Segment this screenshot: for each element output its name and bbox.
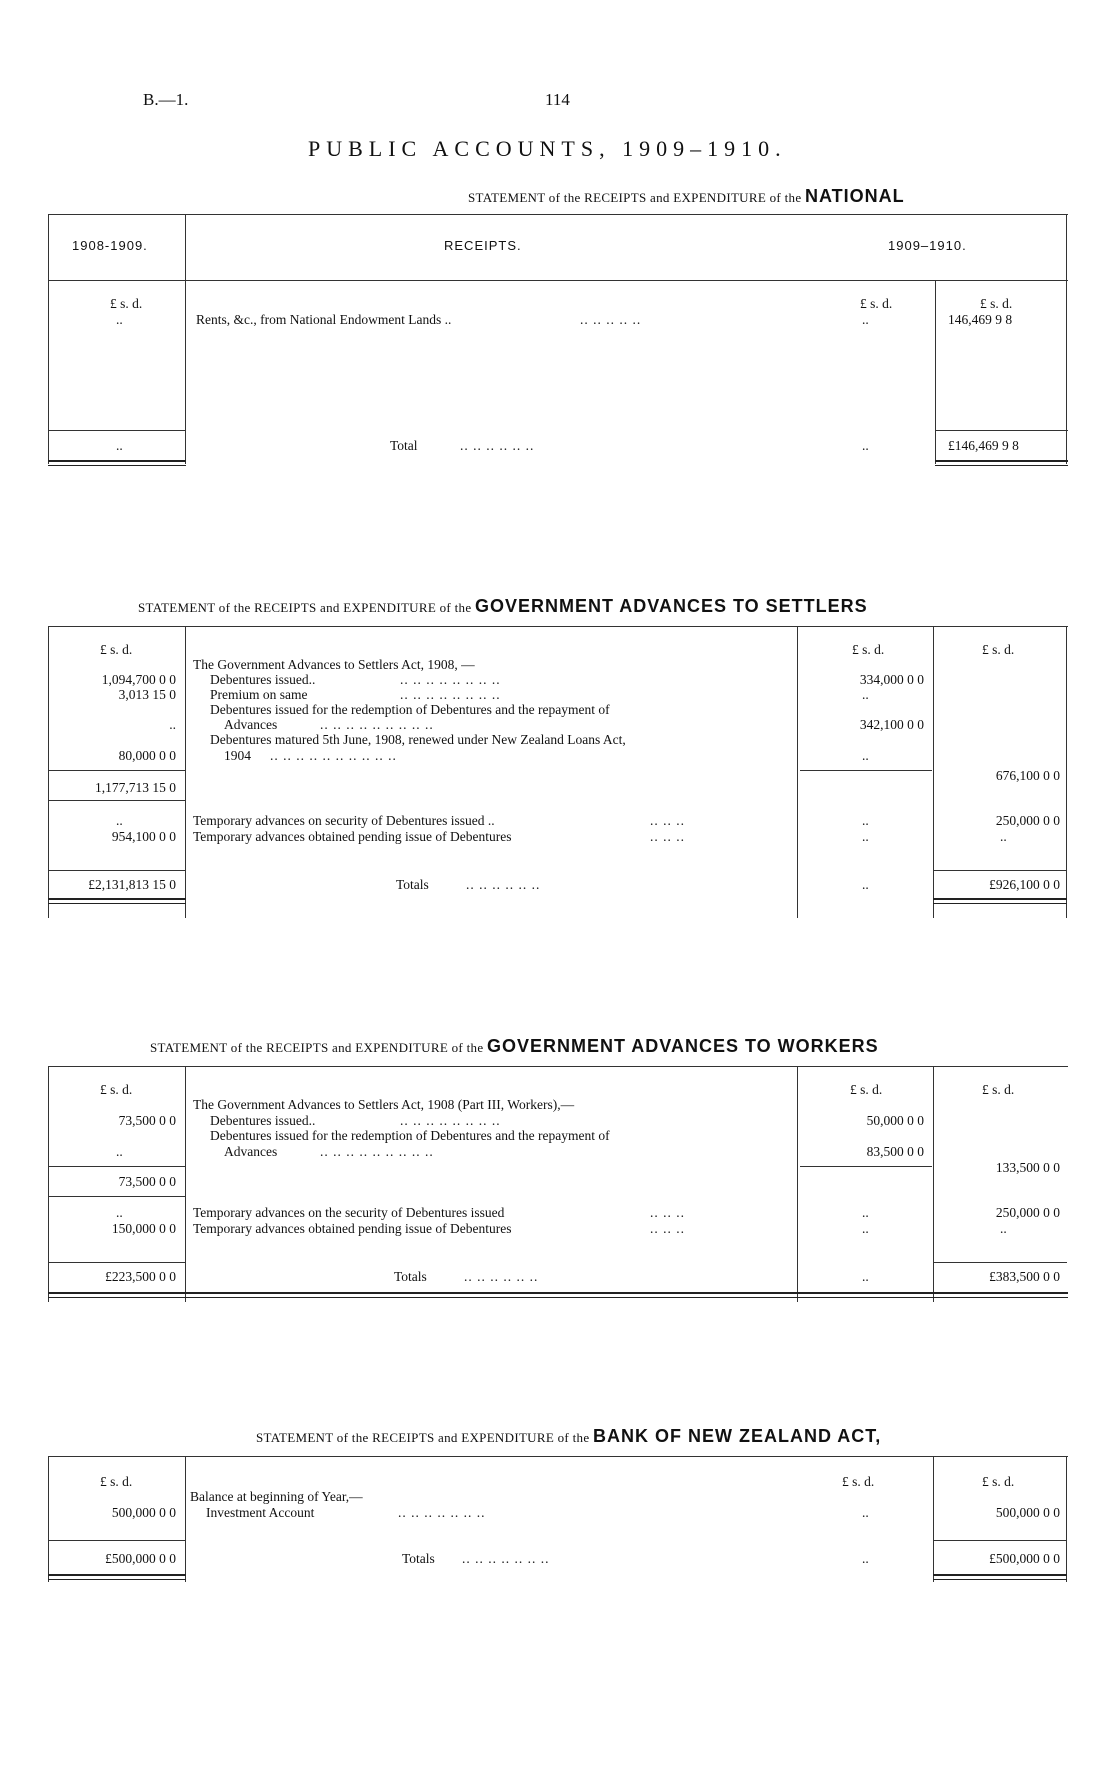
total-label: Totals [394,1269,427,1284]
col-receipts: RECEIPTS. [444,238,522,253]
total-right: £926,100 0 0 [989,877,1060,892]
lsd-header: £ s. d. [100,642,133,657]
total-left: £223,500 0 0 [105,1269,176,1284]
temp-inner: .. [862,813,869,828]
act-label: The Government Advances to Settlers Act, 1908 (Part III, Workers),— [193,1097,575,1112]
balance-label: Balance at beginning of Year,— [190,1489,363,1504]
investment-right: 500,000 0 0 [995,1505,1060,1520]
statement-prefix: STATEMENT of the RECEIPTS and EXPENDITURE of the [150,1040,484,1055]
bank-statement-heading [256,1426,881,1447]
statement-prefix: STATEMENT of the RECEIPTS and EXPENDITURE of the [468,190,802,205]
row-label: Premium on same [210,687,308,702]
temp-right: .. [1000,1221,1007,1236]
total-amount: £146,469 9 8 [948,438,1019,453]
temp-label: Temporary advances obtained pending issue of Debentures [193,1221,512,1236]
row-label: Debentures issued.. [210,672,316,687]
rent-amount: 146,469 9 8 [948,312,1013,327]
total-right: £500,000 0 0 [989,1551,1060,1566]
lsd-header-right: £ s. d. [980,296,1013,311]
statement-prefix: STATEMENT of the RECEIPTS and EXPENDITURE of the [138,600,472,615]
bank-heading-bold: BANK OF NEW ZEALAND ACT, [592,1426,882,1446]
rent-label: Rents, &c., from National Endowment Lands .. [196,312,452,327]
rent-inner: .. [862,312,869,327]
investment-inner: .. [862,1505,869,1520]
row-label-cont: Advances [224,717,278,732]
row-label: Debentures issued for the redemption of Debentures and the repayment of [210,702,610,717]
prev-amount: .. [116,312,123,327]
total-label: Totals [396,877,429,892]
row-label-cont: 1904 [224,748,251,763]
row-inner-amount: 83,500 0 0 [866,1144,924,1159]
act-label: The Government Advances to Settlers Act, 1908, — [193,657,475,672]
subtotal-left: 1,177,713 15 0 [95,780,176,795]
row-inner-amount: .. [862,687,869,702]
row-inner-amount: 50,000 0 0 [866,1113,924,1128]
row-label: Debentures matured 5th June, 1908, renewed under New Zealand Loans Act, [210,732,626,747]
row-left-amount: 73,500 0 0 [118,1113,176,1128]
col-1908-1909: 1908-1909. [72,238,148,253]
subtotal-right: 676,100 0 0 [995,768,1060,783]
lsd-header-right: £ s. d. [982,642,1015,657]
row-left-amount: 3,013 15 0 [118,687,176,702]
row-label: Debentures issued.. [210,1113,316,1128]
settlers-statement-heading [138,596,868,617]
lsd-header-inner: £ s. d. [842,1474,875,1489]
temp-label: Temporary advances on the security of Debentures issued [193,1205,505,1220]
national-statement-heading [468,186,905,207]
total-left: £2,131,813 15 0 [88,877,176,892]
subtotal-left: 73,500 0 0 [118,1174,176,1189]
temp-right: .. [1000,829,1007,844]
row-inner-amount: 334,000 0 0 [859,672,924,687]
total-inner: .. [862,1269,869,1284]
workers-statement-heading [150,1036,879,1057]
lsd-header-right: £ s. d. [982,1082,1015,1097]
lsd-header-inner: £ s. d. [860,296,893,311]
row-left-amount: 80,000 0 0 [118,748,176,763]
temp-inner: .. [862,829,869,844]
temp-inner: .. [862,1221,869,1236]
row-inner-amount: 342,100 0 0 [859,717,924,732]
lsd-header: £ s. d. [100,1474,133,1489]
page-number: 114 [545,90,570,109]
temp-right: 250,000 0 0 [995,813,1060,828]
page-title: PUBLIC ACCOUNTS, 1909–1910. [308,136,787,161]
row-left-amount: .. [116,1144,123,1159]
row-label-cont: Advances [224,1144,278,1159]
lsd-header-right: £ s. d. [982,1474,1015,1489]
row-left-amount: .. [169,717,176,732]
total-label: Totals [402,1551,435,1566]
total-inner: .. [862,1551,869,1566]
temp-left: .. [116,1205,123,1220]
investment-left: 500,000 0 0 [111,1505,176,1520]
temp-left: 954,100 0 0 [111,829,176,844]
investment-label: Investment Account [206,1505,315,1520]
subtotal-right: 133,500 0 0 [995,1160,1060,1175]
statement-prefix: STATEMENT of the RECEIPTS and EXPENDITURE of the [256,1430,590,1445]
lsd-header-inner: £ s. d. [850,1082,883,1097]
total-right: £383,500 0 0 [989,1269,1060,1284]
total-label: Total [390,438,418,453]
settlers-heading-bold: GOVERNMENT ADVANCES TO SETTLERS [474,596,868,616]
temp-left: 150,000 0 0 [111,1221,176,1236]
workers-heading-bold: GOVERNMENT ADVANCES TO WORKERS [486,1036,879,1056]
temp-right: 250,000 0 0 [995,1205,1060,1220]
page-reference: B.—1. [143,90,189,109]
temp-label: Temporary advances on security of Debentures issued .. [193,813,495,828]
row-left-amount: 1,094,700 0 0 [101,672,176,687]
lsd-header: £ s. d. [100,1082,133,1097]
national-heading-bold: NATIONAL [804,186,905,206]
temp-label: Temporary advances obtained pending issue of Debentures [193,829,512,844]
row-label: Debentures issued for the redemption of Debentures and the repayment of [210,1128,610,1143]
total-prev: .. [116,438,123,453]
col-1909-1910: 1909–1910. [888,238,967,253]
total-inner: .. [862,877,869,892]
total-left: £500,000 0 0 [105,1551,176,1566]
lsd-header: £ s. d. [110,296,143,311]
total-inner: .. [862,438,869,453]
temp-left: .. [116,813,123,828]
lsd-header-inner: £ s. d. [852,642,885,657]
row-inner-amount: .. [862,748,869,763]
temp-inner: .. [862,1205,869,1220]
